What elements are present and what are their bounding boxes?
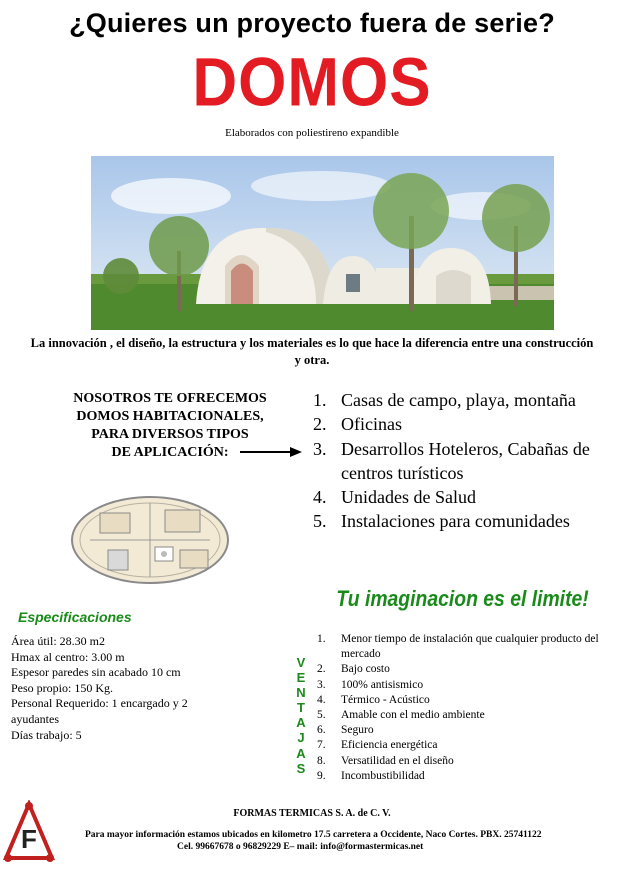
spec-item: Días trabajo: 5 [11, 727, 82, 742]
ventajas-letter: N [296, 685, 306, 701]
specs-list [11, 634, 211, 743]
list-item: 9. Incombustibilidad [317, 769, 425, 782]
list-item: 1. Menor tiempo de instalación que cualquier producto del mercado [317, 633, 599, 661]
spec-item: Personal Requerido: 1 encargado y 2 ayudantes [11, 696, 188, 726]
ventajas-list [317, 632, 622, 784]
list-item: 3. Desarrollos Hoteleros, Cabañas de centros turísticos [313, 438, 590, 483]
list-item: 4. Térmico - Acústico [317, 693, 430, 706]
ventajas-letter: A [296, 745, 306, 761]
brand-title: DOMOS [192, 45, 432, 121]
contact-address: Para mayor información estamos ubicados en kilometro 17.5 carretera a Occidente, Naco Cortes. PBX. 25741122 [85, 830, 542, 840]
list-item: 4. Unidades de Salud [313, 487, 476, 508]
spec-item: Hmax al centro: 3.00 m [11, 649, 125, 664]
company-name: FORMAS TERMICAS S. A. de C. V. [233, 808, 391, 819]
intro-text: La innovación , el diseño, la estructura y los materiales es lo que hace la diferencia entre una construcción y otra. [30, 336, 594, 367]
arrow-icon [240, 445, 302, 457]
ventajas-letter: J [297, 730, 305, 746]
svg-text:F: F [21, 824, 37, 854]
list-item: 1. Casas de campo, playa, montaña [313, 390, 576, 410]
offer-line: DOMOS HABITACIONALES, [76, 409, 264, 424]
ventajas-letter: A [296, 715, 306, 731]
ventajas-letter: T [297, 700, 305, 716]
list-item: 8. Versatilidad en el diseño [317, 754, 454, 767]
list-item: 2. Oficinas [313, 414, 402, 435]
ventajas-letter: S [296, 760, 306, 776]
ventajas-label [291, 655, 311, 776]
floor-plan-image [70, 495, 230, 585]
list-item: 2. Bajo costo [317, 663, 390, 676]
ventajas-letter: E [296, 670, 306, 686]
applications-list [313, 388, 618, 534]
spec-item: Peso propio: 150 Kg. [11, 680, 113, 695]
list-item: 7. Eficiencia energética [317, 739, 438, 752]
list-item: 5. Amable con el medio ambiente [317, 709, 485, 722]
ventajas-letter: V [296, 655, 306, 670]
list-item: 5. Instalaciones para comunidades [313, 511, 570, 532]
contact-phones: Cel. 99667678 o 96829229 E– mail: info@formastermicas.net [177, 842, 424, 852]
offer-line: DE APLICACIÓN: [111, 445, 229, 460]
slogan: Tu imaginacion es el limite! [336, 586, 589, 611]
spec-item: Área útil: 28.30 m2 [11, 634, 105, 648]
offer-line: PARA DIVERSOS TIPOS [91, 427, 249, 442]
headline: ¿Quieres un proyecto fuera de serie? [69, 8, 555, 38]
specs-title: Especificaciones [18, 609, 132, 625]
offer-line: NOSOTROS TE OFRECEMOS [73, 391, 267, 406]
dome-house-photo [91, 156, 554, 330]
spec-item: Espesor paredes sin acabado 10 cm [11, 665, 181, 680]
list-item: 3. 100% antisismico [317, 678, 424, 691]
ventajas-label-text [291, 655, 311, 776]
subtitle: Elaborados con poliestireno expandible [225, 127, 399, 139]
list-item: 6. Seguro [317, 724, 374, 737]
